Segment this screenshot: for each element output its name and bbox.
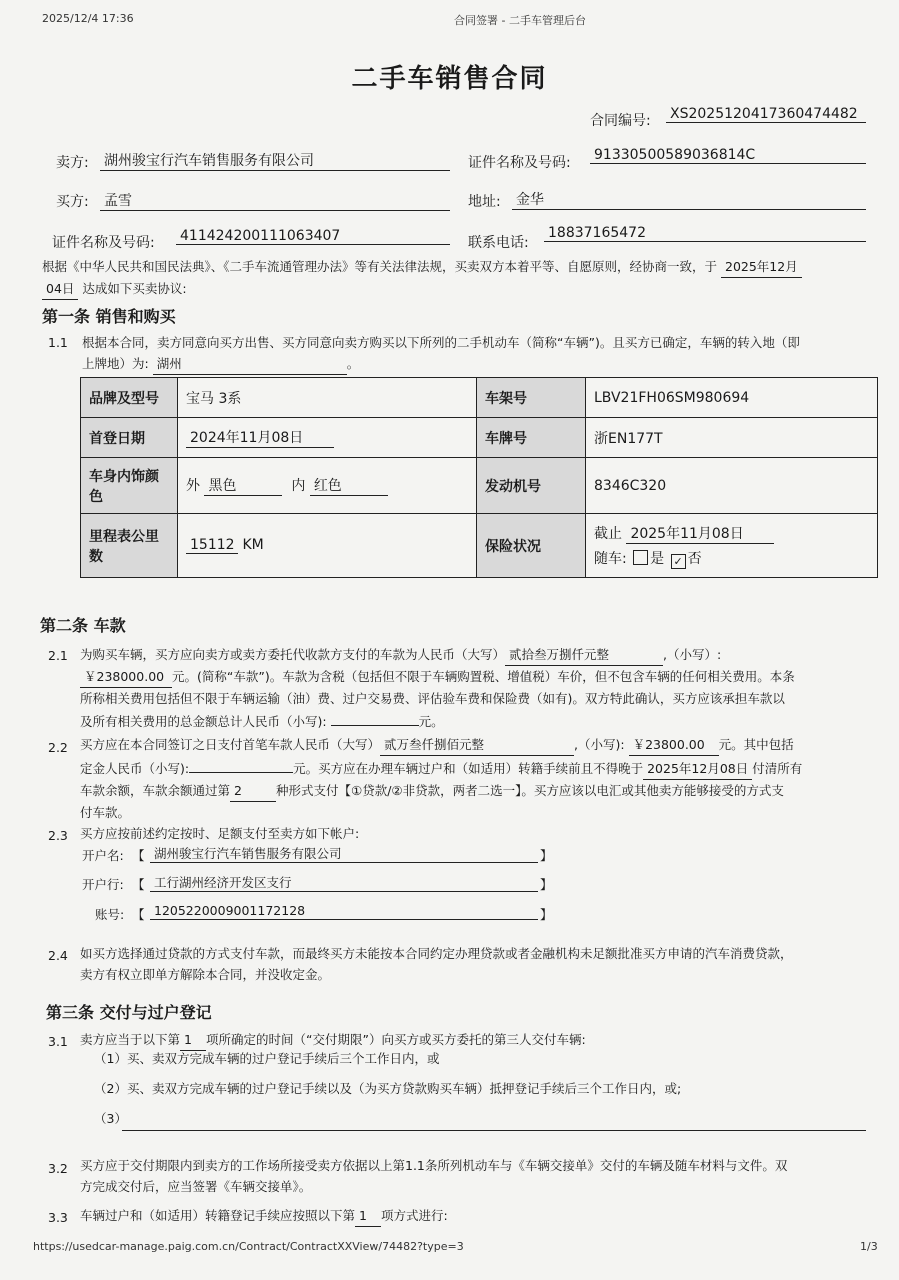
account-no-bracket-r: 】 [540, 907, 553, 922]
insurance-no-checkbox[interactable]: ✓ [671, 554, 686, 569]
delivery-option-3: （3） [94, 1111, 127, 1126]
buyer-name: 孟雪 [100, 190, 450, 211]
first-payment-lower: ￥23800.00 [629, 734, 719, 756]
insurance-until-date: 2025年11月08日 [626, 523, 774, 544]
contract-no: XS2025120417360474482 [666, 106, 866, 123]
insurance-label: 保险状况 [477, 514, 586, 578]
reg-date-value: 2024年11月08日 [186, 427, 334, 448]
transfer-option-choice: 1 [355, 1205, 381, 1227]
vin-label: 车架号 [477, 378, 586, 418]
buyer-id: 411424200111063407 [176, 228, 450, 245]
seller-id-label: 证件名称及号码: [468, 155, 571, 171]
deposit-amount [189, 756, 293, 773]
vehicle-table [80, 377, 878, 578]
intro-paragraph: 根据《中华人民共和国民法典》、《二手车流通管理办法》等有关法律法规，买卖双方本着平等、自愿原则，经协商一致，于 2025年12月 04日 达成如下买卖协议: [42, 256, 878, 300]
clause-2-3-text: 买方应按前述约定按时、足额支付至卖方如下帐户: [80, 826, 360, 841]
bank-label: 开户行: [82, 877, 124, 892]
payment-method-choice: 2 [230, 780, 276, 802]
seller-label: 卖方: [56, 155, 89, 171]
account-no-label: 账号: [95, 907, 125, 922]
print-page-title: 合同签署 - 二手车管理后台 [454, 14, 586, 27]
buyer-phone: 18837165472 [544, 225, 866, 242]
buyer-label: 买方: [56, 194, 89, 210]
exterior-prefix: 外 [186, 478, 200, 494]
footer-page-number: 1/3 [860, 1240, 878, 1253]
delivery-option-1: （1）买、卖双方完成车辆的过户登记手续后三个工作日内，或 [94, 1051, 440, 1066]
clause-3-3-num: 3.3 [48, 1210, 68, 1225]
interior-prefix: 内 [291, 478, 306, 494]
plate-value: 浙EN177T [586, 418, 878, 458]
seller-id: 91330500589036814C [590, 147, 866, 164]
insurance-no-label: 否 [687, 550, 702, 567]
total-price-lower: ￥238000.00 [80, 666, 172, 688]
buyer-id-label: 证件名称及号码: [52, 235, 155, 251]
article1-heading: 第一条 销售和购买 [42, 307, 176, 326]
clause-2-4-num: 2.4 [48, 948, 68, 963]
final-payment-date: 2025年12月08日 [643, 758, 752, 780]
insurance-until-label: 截止 [594, 525, 622, 542]
bank-name: 工行湖州经济开发区支行 [150, 873, 538, 892]
mileage-label: 里程表公里数 [81, 514, 178, 578]
engine-label: 发动机号 [477, 458, 586, 514]
clause-2-4-text: 如买方选择通过贷款的方式支付车款，而最终买方未能按本合同约定办理贷款或者金融机构未足额批准买方申请的汽车消费贷款， 卖方有权立即单方解除本合同，并没收定金。 [80, 946, 793, 982]
brand-value: 宝马 3系 [178, 378, 477, 418]
reg-date-label: 首登日期 [81, 418, 178, 458]
clause-2-1-text: 为购买车辆，买方应向卖方或卖方委托代收款方支付的车款为人民币（大写） 贰拾叁万捌仟元整 ,（小写）: ￥238000.00 元。(简称“车款”)。车款为含税（包括但不限于车辆购置税、增值税）车价，但不包含车辆的任何相关费用。本条 所称相关费用包括但不限于车辆运输（油）费、过户交易费、评估验车费和保险费（如有)。双方特此确认，买方应该承担车款以 及所有相关费用的总金额总计人民币（小写): 元。 [80, 644, 880, 732]
account-name-label: 开户名: [82, 848, 124, 863]
engine-value: 8346C320 [586, 458, 878, 514]
clause-3-2-num: 3.2 [48, 1161, 68, 1176]
exterior-color: 黑色 [204, 475, 282, 496]
clause-3-2-text: 买方应于交付期限内到卖方的工作场所接受卖方依据以上第1.1条所列机动车与《车辆交接单》交付的车辆及随车材料与文件。双 方完成交付后，应当签署《车辆交接单》。 [80, 1158, 788, 1194]
buyer-address: 金华 [512, 189, 866, 210]
with-car-label: 随车: [594, 550, 627, 567]
account-no: 1205220009001172128 [150, 903, 538, 920]
account-name-bracket-r: 】 [540, 848, 553, 863]
clause-3-1-text: 卖方应当于以下第 1 项所确定的时间（“交付期限”）向买方或买方委托的第三人交付车辆: [80, 1029, 880, 1051]
total-cost-lower [331, 709, 419, 726]
clause-3-1-num: 3.1 [48, 1034, 68, 1049]
clause-3-3-text: 车辆过户和（如适用）转籍登记手续应按照以下第 1 项方式进行: [80, 1205, 448, 1227]
plate-label: 车牌号 [477, 418, 586, 458]
clause-2-2-text: 买方应在本合同签订之日支付首笔车款人民币（大写） 贰万叁仟捌佰元整 ,（小写): ￥23800.00 元。其中包括 定金人民币（小写): 元。买方应在办理车辆过户和（如适用）转籍手续前且不得晚于 2025年12月08日 付清所有 车款余额，车款余额通过第 2 种形式支付【①贷款/②非贷款，两者二选一】。买方应该以电汇或其他卖方能够接受的方式支 付车款。 [80, 734, 880, 823]
agreement-date-ym: 2025年12月 [721, 256, 802, 278]
clause-1-1-text: 根据本合同，卖方同意向买方出售、买方同意向卖方购买以下所列的二手机动车（简称“车辆”)。且买方已确定，车辆的转入地（即 上牌地）为: 湖州 。 [82, 332, 882, 375]
brand-label: 品牌及型号 [81, 378, 178, 418]
seller-name: 湖州骏宝行汽车销售服务有限公司 [100, 150, 450, 171]
account-name-bracket-l: 【 [132, 848, 145, 863]
mileage-value: 15112 [186, 537, 238, 554]
account-no-bracket-l: 【 [132, 907, 145, 922]
address-label: 地址: [468, 194, 501, 210]
phone-label: 联系电话: [468, 235, 529, 251]
clause-2-3-num: 2.3 [48, 828, 68, 843]
agreement-date-day: 04日 [42, 278, 78, 300]
clause-2-2-num: 2.2 [48, 740, 68, 755]
insurance-yes-label: 是 [650, 550, 665, 567]
registration-city: 湖州 [153, 353, 347, 375]
delivery-option-choice: 1 [180, 1029, 206, 1051]
account-name: 湖州骏宝行汽车销售服务有限公司 [150, 844, 538, 863]
interior-color: 红色 [310, 475, 388, 496]
clause-2-1-num: 2.1 [48, 648, 68, 663]
mileage-unit: KM [242, 537, 264, 553]
insurance-yes-checkbox[interactable] [633, 550, 648, 565]
contract-no-label: 合同编号: [590, 113, 651, 129]
bank-bracket-l: 【 [132, 877, 145, 892]
print-datetime: 2025/12/4 17:36 [42, 12, 134, 25]
delivery-option-3-line [122, 1130, 866, 1131]
clause-1-1-num: 1.1 [48, 335, 68, 350]
color-label: 车身内饰颜色 [81, 458, 178, 514]
footer-url: https://usedcar-manage.paig.com.cn/Contract/ContractXXView/74482?type=3 [33, 1240, 464, 1253]
article3-heading: 第三条 交付与过户登记 [46, 1003, 212, 1022]
article2-heading: 第二条 车款 [40, 616, 126, 635]
total-price-upper: 贰拾叁万捌仟元整 [505, 644, 663, 666]
bank-bracket-r: 】 [540, 877, 553, 892]
delivery-option-2: （2）买、卖双方完成车辆的过户登记手续以及（为买方贷款购买车辆）抵押登记手续后三个工作日内，或; [94, 1081, 682, 1096]
contract-title: 二手车销售合同 [351, 64, 548, 94]
first-payment-upper: 贰万叁仟捌佰元整 [380, 734, 574, 756]
vin-value: LBV21FH06SM980694 [586, 378, 878, 418]
